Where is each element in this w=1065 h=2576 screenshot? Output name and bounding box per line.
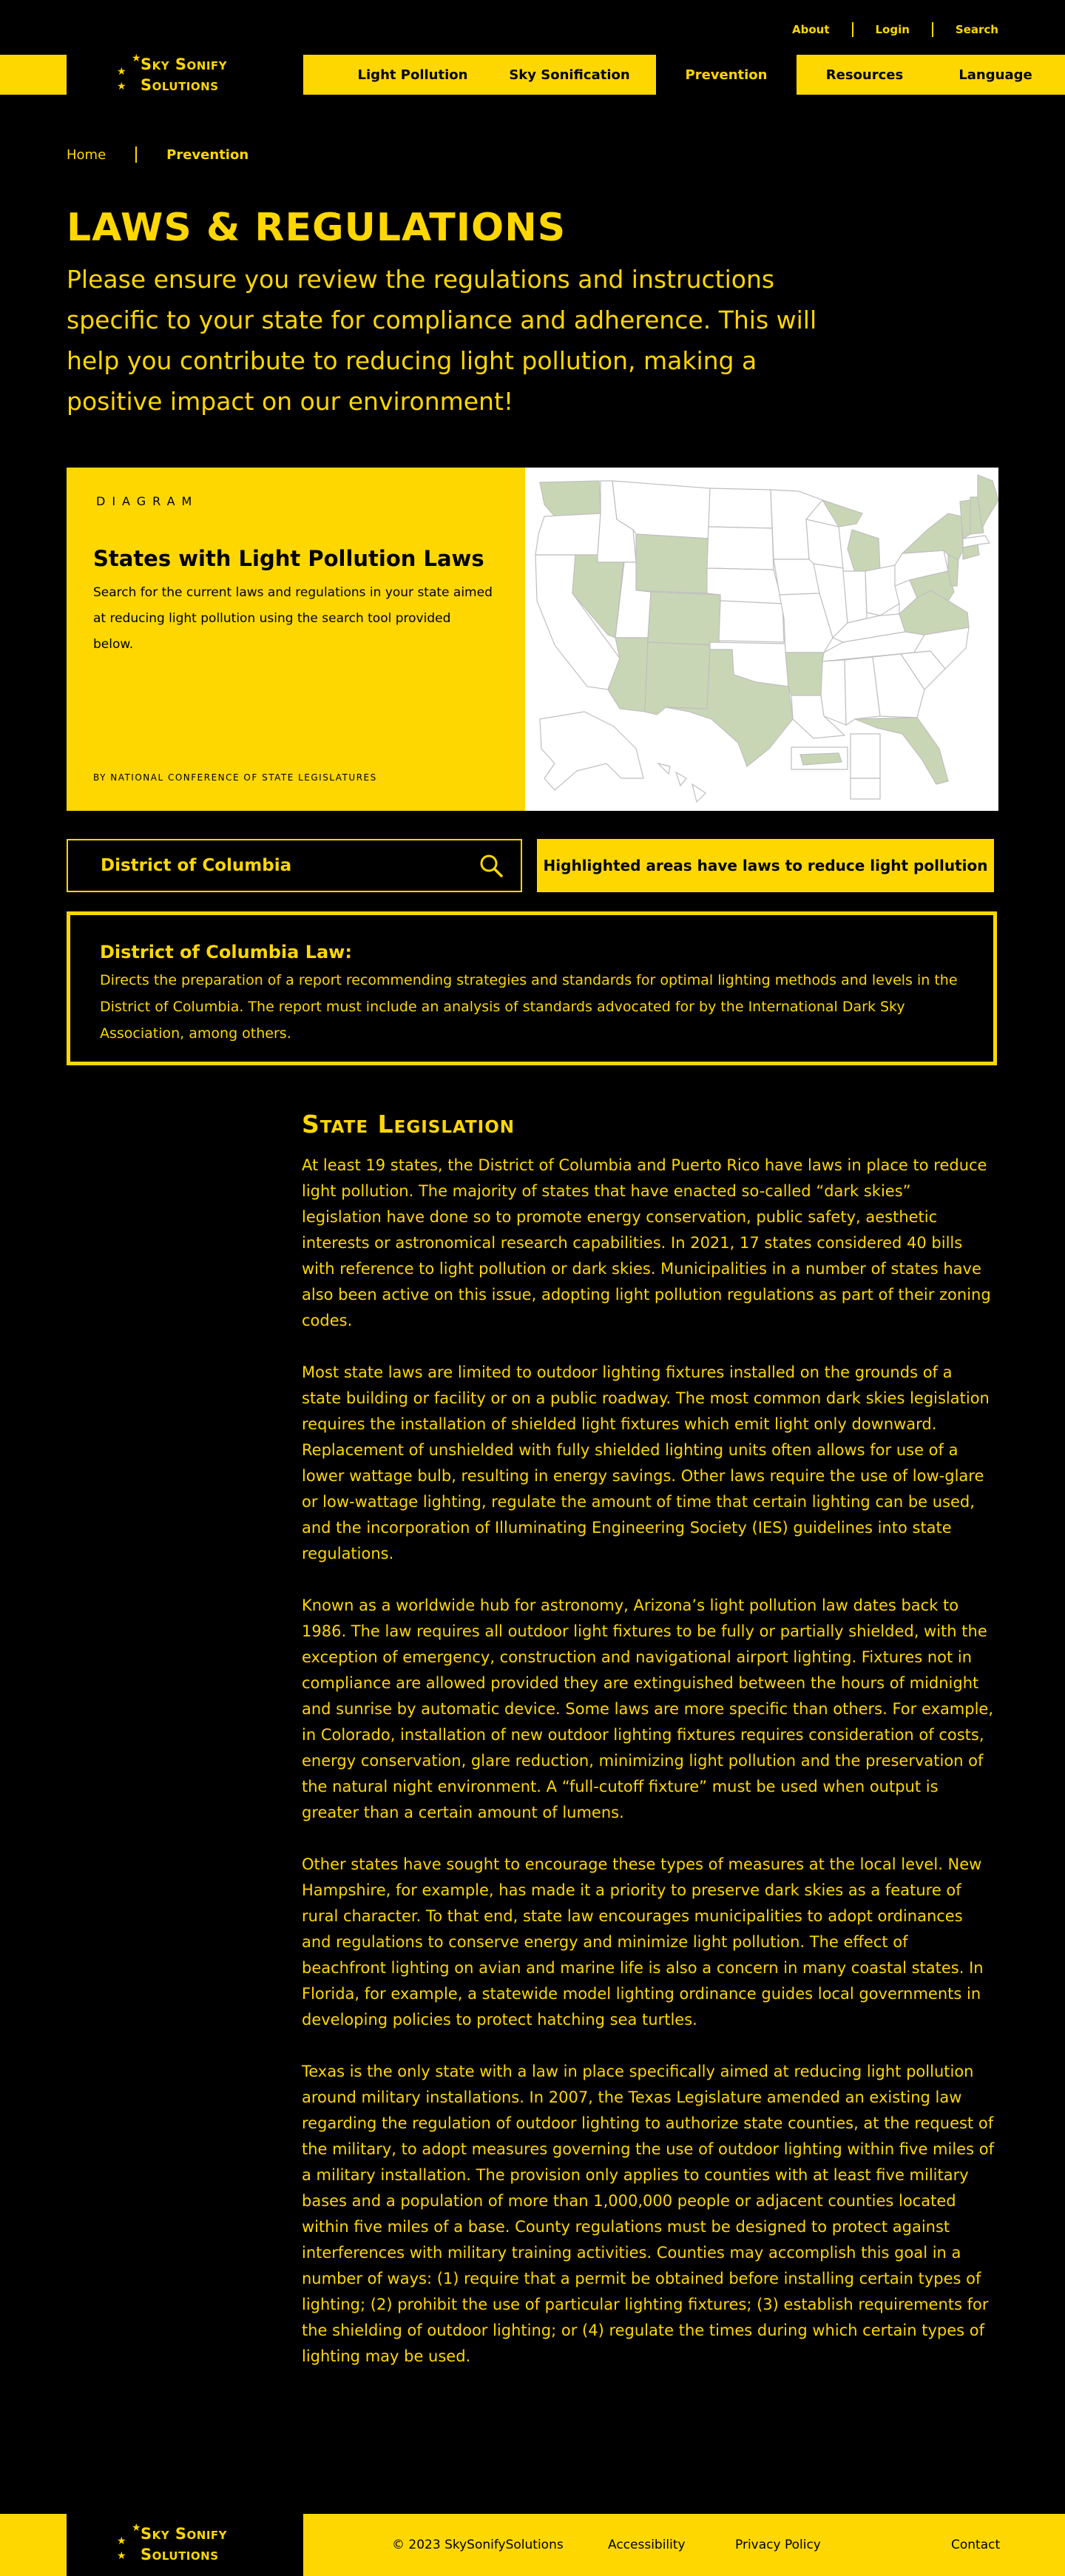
nav-light-pollution[interactable]: Light Pollution: [357, 67, 468, 83]
page-title: LAWS & REGULATIONS: [67, 206, 567, 250]
search-icon[interactable]: [478, 852, 504, 879]
map-state-wy: [636, 534, 709, 593]
law-title: District of Columbia Law:: [100, 942, 352, 962]
map-state-az: [608, 638, 648, 712]
legislation-paragraph: Texas is the only state with a law in place specifically aimed at reducing light pollution around military installations. In 2007, the Texas Legislature amended an existing law regarding the regulation of outdoor lighting to authorize state counties, at the request of the military, to adopt measures governing the use of outdoor lighting within five miles of a military installation. The provision only applies to counties with at least five military bases and a population of more than 1,000,000 people or adjacent counties located within five miles of a base. County regulations must be designed to protect against interferences with military training activities. Counties may accomplish this goal in a number of ways: (1) require that a permit be obtained before installing certain types of lighting; (2) prohibit the use of particular lighting fixtures; (3) establish requirements for the shielding of outdoor lighting; or (4) regulate the times during which certain types of lighting may be used.: [302, 2063, 994, 2365]
map-state-me: [978, 475, 998, 528]
law-text: Directs the preparation of a report recommending strategies and standards for optimal lighting methods and levels in the District of Columbia. The report must include an analysis of standards advocated for by the International Dark Sky Association, among others.: [100, 972, 958, 1042]
diagram-title: States with Light Pollution Laws: [93, 546, 484, 571]
site-footer: [0, 2514, 1065, 2576]
map-state-wa: [540, 481, 601, 516]
diagram-card: [67, 468, 998, 811]
legislation-title: State Legislation: [302, 1110, 515, 1139]
map-inset-dc: [851, 734, 880, 778]
map-state-nm: [645, 642, 710, 715]
login-link[interactable]: Login: [875, 23, 910, 36]
breadcrumb-home[interactable]: Home: [67, 146, 106, 163]
map-state-oh: [865, 565, 899, 616]
breadcrumb-current: Prevention: [166, 146, 249, 163]
diagram-info-panel: [67, 468, 525, 811]
brand-logo[interactable]: [111, 50, 227, 99]
footer-brand-logo[interactable]: [111, 2520, 227, 2569]
map-state-sd: [707, 527, 774, 570]
stars-icon: ★ ★ ★: [117, 2522, 141, 2562]
footer-bar: [303, 2514, 1065, 2576]
footer-accessibility-link[interactable]: Accessibility: [608, 2538, 686, 2552]
nav-language[interactable]: Language: [958, 67, 1032, 83]
highlight-legend: Highlighted areas have laws to reduce light pollution: [537, 839, 994, 892]
legislation-paragraph: At least 19 states, the District of Columbia and Puerto Rico have laws in place to reduce light pollution. The majority of states that have enacted so-called “dark skies” legislation have done so to promote energy conservation, public safety, aesthetic interests or astronomical research capabilities. In 2021, 17 states considered 40 bills with reference to light pollution or dark skies. Municipalities in a number of states have also been active on this issue, adopting light pollution regulations as part of their zoning codes.: [302, 1156, 991, 1329]
nav-resources[interactable]: Resources: [825, 67, 904, 83]
map-state-or: [535, 513, 601, 555]
utility-nav: [770, 22, 998, 37]
header-accent-block: [0, 55, 67, 95]
stars-icon: ★ ★ ★: [117, 53, 141, 92]
footer-contact-link[interactable]: Contact: [951, 2538, 1001, 2552]
us-map[interactable]: [525, 468, 998, 811]
map-state-nd: [709, 488, 772, 528]
about-link[interactable]: About: [791, 23, 830, 36]
legislation-paragraph: Known as a worldwide hub for astronomy, Arizona’s light pollution law dates back to 1986. The law requires all outdoor light fixtures to be fully or partially shielded, with the exception of emergency, construction and navigational airport lighting. Fixtures not in compliance are allowed provided they are extinguished between the hours of midnight and sunrise by automatic device. Some laws are more specific than others. For example, in Colorado, installation of new outdoor lighting fixtures requires consideration of costs, energy conservation, glare reduction, minimizing light pollution and the preservation of the natural night environment. A “full-cutoff fixture” must be used when output is greater than a certain amount of lumens.: [302, 1596, 994, 1821]
footer-accent-block: [0, 2514, 67, 2576]
diagram-credit: BY NATIONAL CONFERENCE OF STATE LEGISLATURES: [93, 772, 377, 783]
breadcrumb: [67, 146, 248, 163]
diagram-eyebrow: DIAGRAM: [96, 494, 199, 508]
state-search-input[interactable]: District of Columbia: [101, 856, 292, 875]
map-state-ks: [719, 601, 784, 642]
nav-sky-sonification[interactable]: Sky Sonification: [509, 67, 630, 83]
map-state-ar: [785, 653, 824, 695]
law-result-box: [67, 911, 997, 1065]
map-inset-islands: [851, 778, 880, 799]
page-intro: Please ensure you review the regulations and instructions specific to your state for compliance and adherence. This will help you contribute to reducing light pollution, making a positive impact on our environment!: [67, 265, 817, 416]
main-nav: [303, 55, 1065, 95]
brand-name: Sky Sonify Solutions: [141, 55, 228, 94]
map-state-ms: [821, 660, 846, 725]
nav-prevention[interactable]: Prevention: [656, 55, 797, 95]
site-header: [0, 55, 1065, 95]
map-state-in: [843, 571, 867, 623]
map-state-hi: [658, 763, 706, 802]
diagram-description: Search for the current laws and regulations in your state aimed at reducing light pollution using the search tool provided below.: [93, 585, 493, 652]
map-state-ia: [774, 559, 819, 595]
us-map-graphic: [525, 468, 998, 811]
footer-privacy-link[interactable]: Privacy Policy: [735, 2538, 821, 2552]
legislation-paragraph: Other states have sought to encourage these types of measures at the local level. New Hampshire, for example, has made it a priority to preserve dark skies as a feature of rural character. To that end, state law encourages municipalities to adopt ordinances and regulations to conserve energy and minimize light pollution. The effect of beachfront lighting on avian and marine life is also a concern in many coastal states. In Florida, for example, a statewide model lighting ordinance guides local governments in developing policies to protect hatching sea turtles.: [302, 1855, 984, 2029]
search-link[interactable]: Search: [955, 23, 998, 36]
map-state-ak: [540, 712, 643, 790]
map-state-co: [648, 592, 720, 645]
footer-copyright: © 2023 SkySonifySolutions: [392, 2538, 564, 2552]
state-search-box[interactable]: [67, 839, 522, 892]
breadcrumb-divider: [135, 146, 137, 163]
footer-brand-name: Sky Sonify Solutions: [141, 2525, 228, 2563]
legislation-body: [302, 1153, 994, 2395]
map-state-wi: [806, 519, 843, 568]
legislation-paragraph: Most state laws are limited to outdoor lighting fixtures installed on the grounds of a state building or facility or on a public roadway. The most common dark skies legislation requires the installation of shielded light fixtures which emit light only downward. Replacement of unshielded with fully shielded lighting units often allows for use of a lower wattage bulb, resulting in energy savings. Other laws require the use of low-glare or low-wattage lighting, regulate the amount of time that certain lighting can be used, and the incorporation of Illuminating Engineering Society (IES) guidelines into state regulations.: [302, 1363, 990, 1562]
